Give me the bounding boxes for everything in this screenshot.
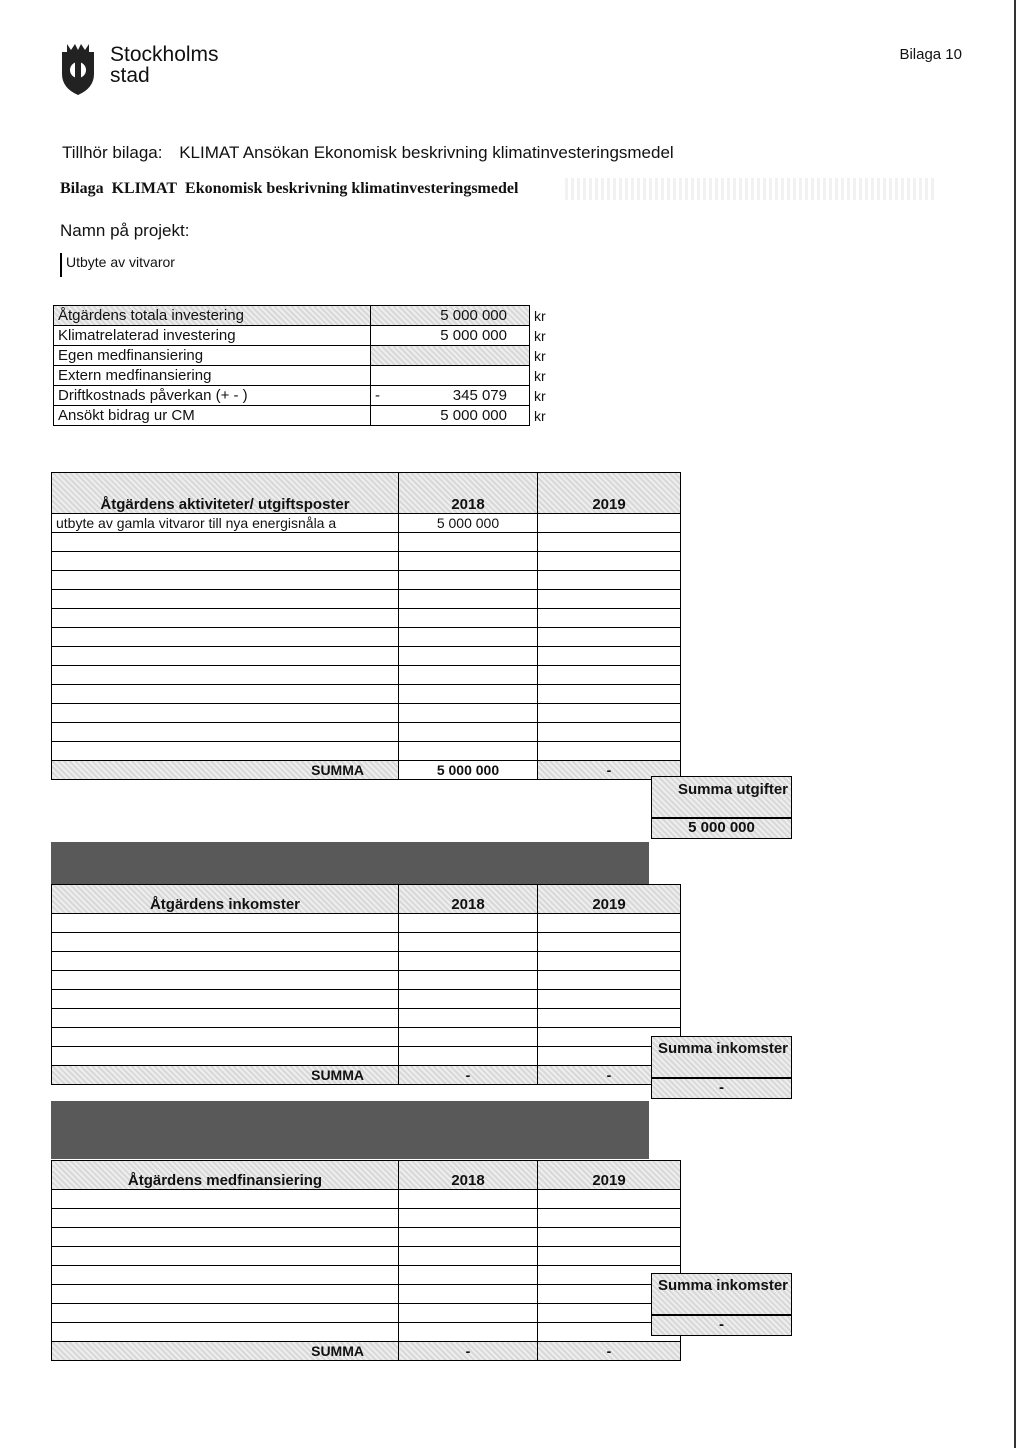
table-row [52, 1247, 681, 1266]
table-row [52, 742, 681, 761]
table-row [52, 647, 681, 666]
project-name-field[interactable]: Utbyte av vitvaror [60, 253, 175, 277]
table-row [52, 971, 681, 990]
total-income-label: Summa inkomster [651, 1036, 792, 1078]
table-row: Ansökt bidrag ur CM 5 000 000 kr [54, 406, 569, 426]
table-row: Driftkostnads påverkan (+ - ) - 345 079 kr [54, 386, 569, 406]
attachment-title: Bilaga KLIMAT Ekonomisk beskrivning klimatinvesteringsmedel [60, 180, 519, 197]
table-row [52, 571, 681, 590]
table-row [52, 1304, 681, 1323]
income-table [51, 884, 681, 1085]
table-row [52, 609, 681, 628]
cofinancing-table [51, 1160, 681, 1361]
table-row [52, 1285, 681, 1304]
summa-row: SUMMA - - [52, 1342, 681, 1361]
table-row [52, 1009, 681, 1028]
table-row [52, 628, 681, 647]
table-row [52, 704, 681, 723]
table-row [52, 685, 681, 704]
org-name: Stockholms stad [110, 43, 219, 87]
belongs-to-label: Tillhör bilaga: [62, 143, 163, 162]
table-row [52, 552, 681, 571]
section-divider [51, 1101, 649, 1159]
city-crest-logo [58, 42, 98, 96]
table-header-row: Åtgärdens medfinansiering 2018 2019 [52, 1161, 681, 1190]
table-header-row: Åtgärdens aktiviteter/ utgiftsposter 2018 2019 [52, 473, 681, 514]
table-row: Egen medfinansiering kr [54, 346, 569, 366]
table-row [52, 933, 681, 952]
table-row [52, 990, 681, 1009]
attachment-number: Bilaga 10 [899, 46, 962, 63]
total-income-value: - [651, 1078, 792, 1099]
table-row: Klimatrelaterad investering 5 000 000 kr [54, 326, 569, 346]
table-row [52, 590, 681, 609]
total-expenses-value: 5 000 000 [651, 818, 792, 839]
total-cofinancing-value: - [651, 1315, 792, 1336]
table-row: Åtgärdens totala investering 5 000 000 kr [54, 306, 569, 326]
table-row [52, 914, 681, 933]
table-row [52, 1323, 681, 1342]
section-divider [51, 842, 649, 884]
table-header-row: Åtgärdens inkomster 2018 2019 [52, 885, 681, 914]
total-expenses-label: Summa utgifter [651, 776, 792, 818]
belongs-to-value: KLIMAT Ansökan Ekonomisk beskrivning klimatinvesteringsmedel [179, 143, 674, 162]
summa-row: SUMMA - - [52, 1066, 681, 1085]
table-row [52, 1266, 681, 1285]
table-row [52, 952, 681, 971]
table-row [52, 723, 681, 742]
belongs-to-line [62, 143, 674, 163]
scan-noise [565, 178, 935, 200]
table-row [52, 666, 681, 685]
project-name-label: Namn på projekt: [60, 221, 190, 240]
investment-table [53, 305, 569, 426]
table-row: utbyte av gamla vitvaror till nya energisnåla a 5 000 000 [52, 514, 681, 533]
table-row [52, 1028, 681, 1047]
table-row [52, 533, 681, 552]
table-row [52, 1228, 681, 1247]
page-edge-rule [1014, 0, 1016, 1448]
total-cofinancing-label: Summa inkomster [651, 1273, 792, 1315]
table-row [52, 1190, 681, 1209]
table-row: Extern medfinansiering kr [54, 366, 569, 386]
table-row [52, 1209, 681, 1228]
summa-row: SUMMA 5 000 000 - [52, 761, 681, 780]
table-row [52, 1047, 681, 1066]
activities-table [51, 472, 681, 780]
